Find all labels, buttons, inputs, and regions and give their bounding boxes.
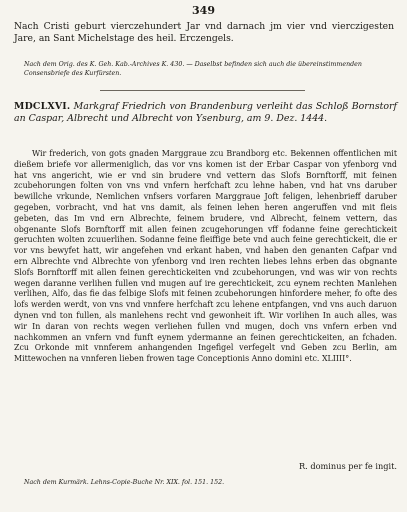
- document-title: Markgraf Friedrich von Brandenburg verleiht das Schloß Bornstorf an Caspar, Albrecht und Albrecht von Ysenburg, am 9. Dez. 1444.: [14, 101, 398, 124]
- document-heading: [14, 101, 397, 125]
- document-number: MDCLXVI.: [14, 101, 71, 112]
- document-body: Wir frederich, von gots gnaden Marggraue zcu Brandborg etc. Bekennen offentlichen mit dießem briefe vor allermeniglich, das vor vns komen ist der Erbar Caspar von yfenborg vnd hat vns angericht, wie er vnd sin brudere vnd vettern das Slofs Bornftorff, mit feinen zcubehorungen folten von vns vnd vnfern herfchaft zcu lehne haben, vnd hat vns daruber bewillche vrkunde, Nemlichen vnfsers vorfaren Marggraue Joft feligen, lehenbrieff daruber gegeben, vorbracht, vnd hat vns damit, als feinen lehen heren angeruffen vnd mit fleis gebeten, das Im vnd ern Albrechte, feinem brudere, vnd Albrecht, feinem vettern, das obgenante Slofs Bornftorff mit allen feinen zcugehorungen vff fodanne feine gerechtickeit geruchten wolten zcuuerlihen. Sodanne feine fleiffige bete vnd auch feine gerechtickeit, die er vor vns bewyfet hatt, wir angefehen vnd erkant haben, vnd haben den genanten Cafpar vnd ern Albrechte vnd Albrechte von yfenborg vnd iren rechten liebes lehns erben das obgnante Slofs Bornftorff mit allen feinen gerechtickeiten vnd zcubehorungen, vnd was wir von rechts wegen daranne verlihen fullen vnd mugen auf ire gerechtickeit, zcu eynem rechten Manlehen verlihen, Alfo, das fie das felbige Slofs mit feinen zcubehorungen hinfordere meher, fo ofte des lofs werden werdt, von vns vnd vnnfere herfchaft zcu lehene entpfangen, vnd vns auch daruon dynen vnd ton fullen, als manlehens recht vnd gewonheit ift. Wir vorlihen In auch alles, was wir In daran von rechts wegen verliehen fullen vnd mugen, doch vns vnfern erben vnd nachkommen an vnfern vnd funft eynem ydermanne an feinen gerechtickeiten, an fchaden. Zcu Orkonde mit vnnferem anhangenden Ingefigel verfegelt vnd Geben zcu Berlin, am Mittewochen na vnnferen lieben frowen tage Conceptionis Anno domini etc. XLIIII°.: [14, 149, 397, 364]
- section-divider: [100, 90, 305, 91]
- preceding-source-note: Nach dem Orig. des K. Geh. Kab.-Archives K. 430. — Daselbst befinden sich auch die übereinstimmenden Consensbriefe des Kurfürsten.: [24, 61, 362, 77]
- preceding-document-closing: Nach Cristi geburt vierczehundert Jar vnd darnach jm vier vnd vierczigesten Jare, an Sant Michelstage des heil. Erczengels.: [14, 21, 394, 44]
- page-number: 349: [192, 4, 215, 17]
- sign-off: R. dominus per fe ingit.: [299, 461, 397, 471]
- source-note: Nach dem Kurmärk. Lehns-Copie-Buche Nr. XIX. fol. 151. 152.: [24, 479, 225, 486]
